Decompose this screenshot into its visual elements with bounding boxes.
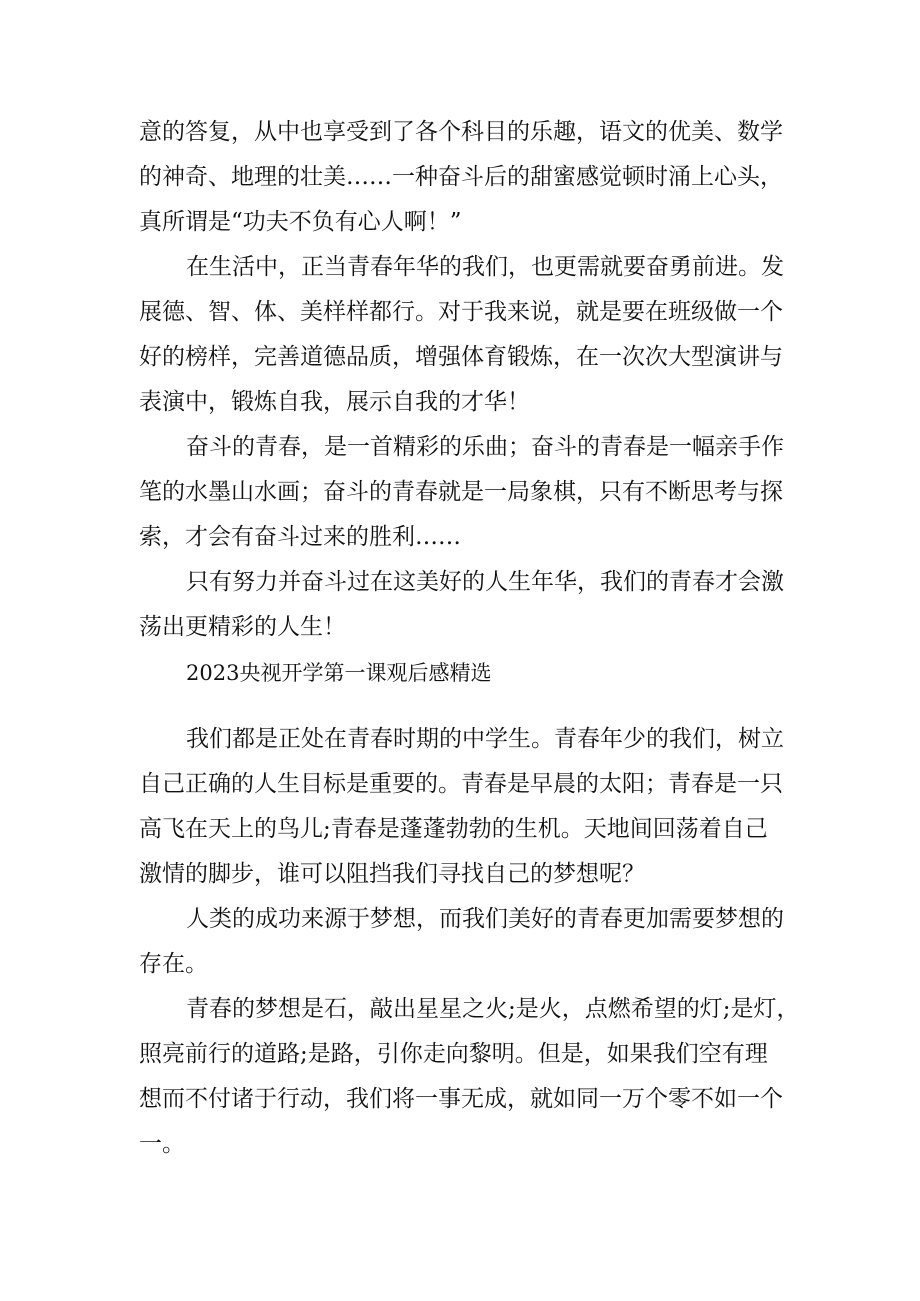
text-line: 意的答复，从中也享受到了各个科目的乐趣，语文的优美、数学 — [139, 119, 783, 145]
text-line: 一。 — [139, 1131, 185, 1157]
paragraph-first-line: 人类的成功来源于梦想，而我们美好的青春更加需要梦想的 — [186, 906, 784, 932]
text-line: 索，才会有奋斗过来的胜利…… — [139, 524, 461, 550]
text-line: 的神奇、地理的壮美……一种奋斗后的甜蜜感觉顿时涌上心头， — [139, 164, 783, 190]
text-line: 照亮前行的道路;是路，引你走向黎明。但是，如果我们空有理 — [139, 1041, 768, 1067]
text-line: 荡出更精彩的人生！ — [139, 614, 346, 640]
paragraph-first-line: 青春的梦想是石，敲出星星之火;是火，点燃希望的灯;是灯， — [186, 996, 800, 1022]
text-line: 想而不付诸于行动，我们将一事无成，就如同一万个零不如一个 — [139, 1086, 783, 1112]
text-line: 表演中，锻炼自我，展示自我的才华！ — [139, 389, 530, 415]
section-heading: 2023央视开学第一课观后感精选 — [186, 661, 492, 685]
text-line: 自己正确的人生目标是重要的。青春是早晨的太阳；青春是一只 — [139, 771, 783, 797]
text-line: 好的榜样，完善道德品质，增强体育锻炼，在一次次大型演讲与 — [139, 344, 783, 370]
text-line: 展德、智、体、美样样都行。对于我来说，就是要在班级做一个 — [139, 299, 783, 325]
text-line: 笔的水墨山水画；奋斗的青春就是一局象棋，只有不断思考与探 — [139, 479, 783, 505]
paragraph-first-line: 奋斗的青春，是一首精彩的乐曲；奋斗的青春是一幅亲手作 — [186, 434, 784, 460]
paragraph-first-line: 我们都是正处在青春时期的中学生。青春年少的我们，树立 — [186, 726, 784, 752]
text-line: 高飞在天上的鸟儿;青春是蓬蓬勃勃的生机。天地间回荡着自己 — [139, 816, 768, 842]
paragraph-first-line: 在生活中，正当青春年华的我们，也更需就要奋勇前进。发 — [186, 254, 784, 280]
paragraph-first-line: 只有努力并奋斗过在这美好的人生年华，我们的青春才会激 — [186, 569, 784, 595]
text-line: 激情的脚步，谁可以阻挡我们寻找自己的梦想呢？ — [139, 861, 645, 887]
text-line: 存在。 — [139, 951, 208, 977]
text-line: 真所谓是“功夫不负有心人啊！” — [139, 209, 462, 235]
